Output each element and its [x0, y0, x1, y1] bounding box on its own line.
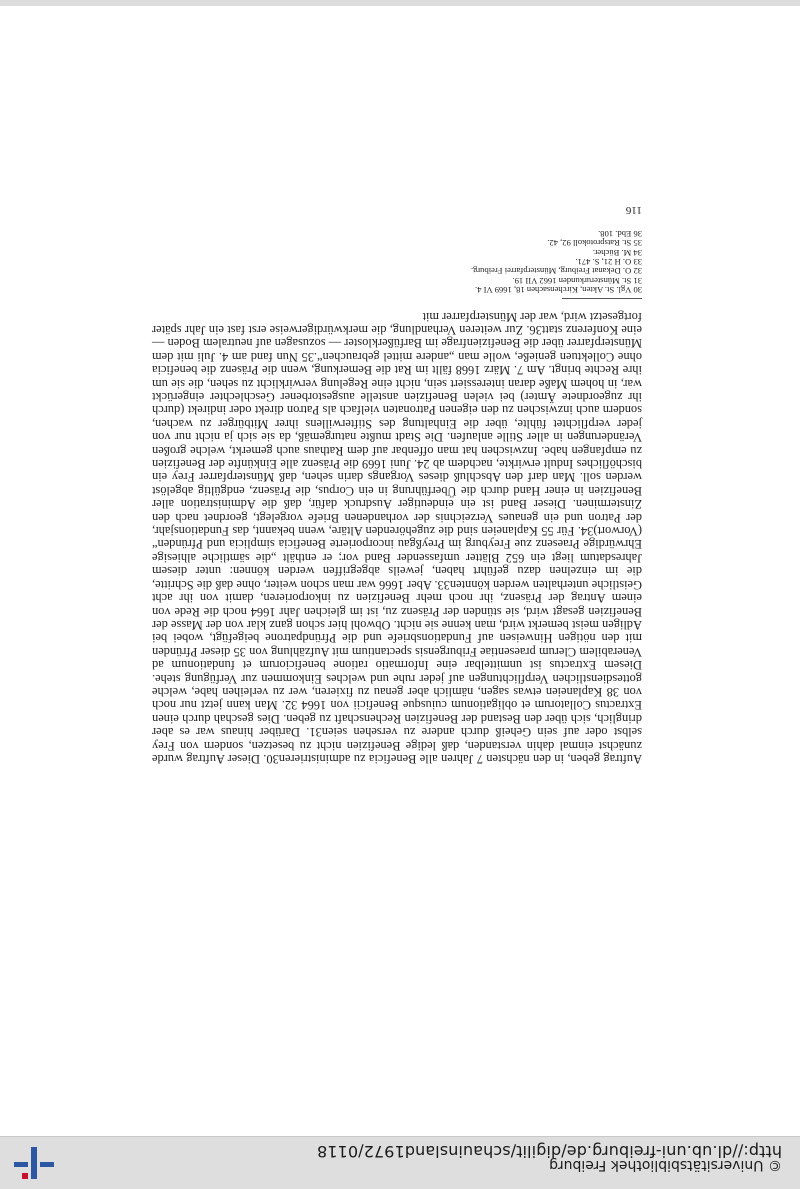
footnote: 36 Ebd. 108.	[598, 228, 642, 239]
viewer-footer-bar	[0, 0, 800, 6]
viewer-header	[0, 1136, 800, 1189]
footnotes-list	[152, 228, 642, 294]
book-page-content	[152, 204, 642, 765]
page-number: 116	[625, 204, 642, 217]
footnote: 30 Vgl. St. Akten, Kirchensachen 18, 1669 VI 4.	[474, 285, 642, 296]
source-url[interactable]: http://dl.ub.uni-freiburg.de/digilit/schauinsland1972/0118	[316, 1142, 782, 1161]
university-logo-icon	[12, 1145, 56, 1181]
library-credit: © Universitätsbibliothek Freiburg	[549, 1157, 782, 1173]
footnote: 31 St. Münsterurkunden 1662 VII 19.	[512, 275, 642, 286]
footnote: 35 St. Ratsprotokoll 92, 42.	[547, 238, 642, 249]
footnote: 32 O. Dekanat Freiburg, Münsterpfarrei Freiburg.	[470, 266, 642, 277]
footnote-separator	[562, 298, 642, 299]
body-paragraph: Auftrag geben, in den nächsten 7 Jahren alle Beneficia zu administrieren30. Dieser Auftrag wurde zunächst einmal dahin verstanden, daß ledige Benefizien nicht zu besetzen, sondern von Frey selbst oder auf sein Geheiß durch andere zu versehen seien31. Darüber hinaus war es aber dringlich, sich über den Bestand der Benefizien Rechenschaft zu geben. Dies geschah durch einen Extractus Collatorum et obligationum cuiusque Beneficii von 1664 32. Man kann jetzt nur noch von 38 Kaplaneien etwas sagen, nämlich aber genau zu fixieren, wer zu verleihen habe, welche gottesdienstlichen Verpflichtungen auf jeder ruhe und welches Einkommen zur Verfügung stehe. Diesem Extractus ist unmittelbar eine Informatio ratione beneficiorum et fundationum ad Venerabilem Clerum praesentiae Friburgensis spectantium mit Aufzählung von 35 dieser Pfründen mit den nötigen Hinweisen auf Fundationsbriefe und die Pfründpatrone beigefügt, wobei bei Adligen meist bemerkt wird, man kenne sie nicht. Obwohl hier schon ganz klar von der Masse der Benefizien gesagt wird, sie stünden der Präsenz zu, ist im gleichen Jahr 1664 noch die Rede von einem Antrag der Präsenz, ihr noch mehr Benefizien zu inkorporieren, damit von ihr acht Geistliche unterhalten werden könnten33. Aber 1666 war man schon weiter, ohne daß die Schritte, die im einzelnen dazu geführt haben, jeweils abgegriffen werden können: unter diesem Jahresdatum liegt ein 652 Blätter umfassender Band vor; er enthält „die sämtliche alhiesige Ehrwürdige Praesenz zue Freyburg im Preyßgau incorporierte Beneficia simplicia und Pfründen“ (Vorwort)34. Für 55 Kaplaneien sind die zugehörenden Altäre, wenn bekannt, das Fundationsjahr, der Patron und ein genaues Verzeichnis der vorhandenen Briefe vorgelegt, geordnet nach den Zinsterminen. Dieser Band ist ein eindeutiger Ausdruck dafür, daß die Administration aller Benefizien in einer Hand durch die Überführung in ein Corpus, die Präsenz, endgültig abgelöst werden soll. Man darf den Abschluß dieses Vorgangs darin sehen, daß Münsterpfarrer Frey ein bischöfliches Indult erwirkte, nachdem ab 24. Juni 1669 die Präsenz alle Einkünfte der Benefizien zu empfangen habe. Inzwischen hat man offenbar auf dem Rathaus auch gemerkt, welche großen Veränderungen in aller Stille anlaufen. Die Stadt mußte naturgemäß, da sie sich ja nicht nur von jeder verpflichtet fühlte, über die Einhaltung des Stifterwillens ihrer Mitbürger zu wachen, sondern auch inzwischen zu den eigenen Patronaten vielfach als Patron direkt oder indirekt (durch ihr zugeordnete Ämter) bei vielen Benefizien anstelle ausgestorbener Geschlechter eingerückt war, in hohem Maße daran interessiert sein, nicht eine Regelung verwirklicht zu sehen, die sie um ihre Rechte bringt. Am 7. März 1668 fällt im Rat die Bemerkung, wenn die Präsenz die beneficia ohne Collektuen genieße, wolle man „andere mittel gebrauchen“.35 Nun fand am 4. Juli mit dem Münsterpfarrer über die Benefizienfrage im Barfüßerkloster — sozusagen auf neutralem Boden — eine Konferenz statt36. Zur weiteren Verhandlung, die merkwürdigerweise erst fast ein Jahr später fortgesetzt wird, war der Münsterpfarrer mit	[152, 309, 642, 766]
footnote: 33 O. H 21, S. 471.	[575, 256, 642, 267]
footnote: 34 M. Bücher.	[592, 247, 642, 258]
